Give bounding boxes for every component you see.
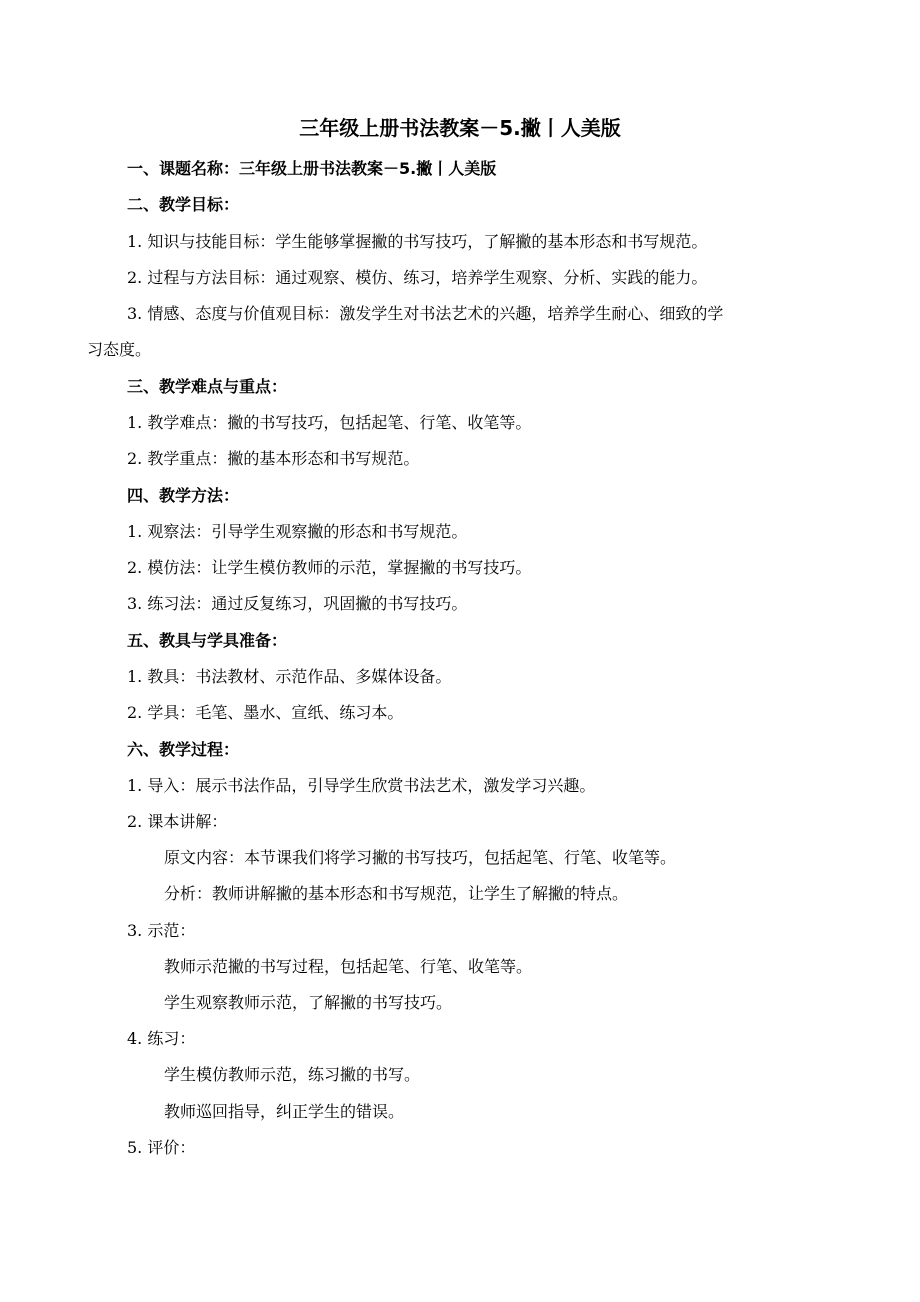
material-item-1: 1. 教具：书法教材、示范作品、多媒体设备。	[127, 667, 452, 686]
difficulty-item-2: 2. 教学重点：撇的基本形态和书写规范。	[127, 449, 420, 468]
process-item-3-detail-1: 教师示范撇的书写过程，包括起笔、行笔、收笔等。	[164, 957, 533, 976]
process-item-5: 5. 评价：	[127, 1138, 196, 1157]
objective-item-3-line-2: 习态度。	[87, 340, 152, 359]
section-heading-methods: 四、教学方法：	[127, 486, 240, 505]
objective-item-3-line-1: 3. 情感、态度与价值观目标：激发学生对书法艺术的兴趣，培养学生耐心、细致的学	[127, 304, 724, 323]
process-item-3-detail-2: 学生观察教师示范，了解撇的书写技巧。	[164, 993, 453, 1012]
process-item-4: 4. 练习：	[127, 1029, 196, 1048]
method-item-2: 2. 模仿法：让学生模仿教师的示范，掌握撇的书写技巧。	[127, 558, 532, 577]
method-item-1: 1. 观察法：引导学生观察撇的形态和书写规范。	[127, 522, 468, 541]
process-item-2-analysis: 分析：教师讲解撇的基本形态和书写规范，让学生了解撇的特点。	[164, 884, 629, 903]
section-heading-difficulties: 三、教学难点与重点：	[127, 377, 288, 396]
section-heading-objectives: 二、教学目标：	[127, 195, 240, 214]
section-heading-materials: 五、教具与学具准备：	[127, 631, 288, 650]
difficulty-item-1: 1. 教学难点：撇的书写技巧，包括起笔、行笔、收笔等。	[127, 413, 532, 432]
section-heading-course-name: 一、课题名称：三年级上册书法教案－5.撇丨人美版	[127, 159, 497, 178]
method-item-3: 3. 练习法：通过反复练习，巩固撇的书写技巧。	[127, 594, 468, 613]
process-item-4-detail-2: 教师巡回指导，纠正学生的错误。	[164, 1102, 405, 1121]
process-item-1: 1. 导入：展示书法作品，引导学生欣赏书法艺术，激发学习兴趣。	[127, 776, 596, 795]
process-item-4-detail-1: 学生模仿教师示范，练习撇的书写。	[164, 1065, 421, 1084]
document-title: 三年级上册书法教案－5.撇丨人美版	[299, 116, 621, 140]
material-item-2: 2. 学具：毛笔、墨水、宣纸、练习本。	[127, 703, 404, 722]
process-item-2: 2. 课本讲解：	[127, 812, 228, 831]
process-item-3: 3. 示范：	[127, 921, 196, 940]
objective-item-1: 1. 知识与技能目标：学生能够掌握撇的书写技巧，了解撇的基本形态和书写规范。	[127, 232, 708, 251]
objective-item-2: 2. 过程与方法目标：通过观察、模仿、练习，培养学生观察、分析、实践的能力。	[127, 268, 708, 287]
section-heading-process: 六、教学过程：	[127, 740, 240, 759]
process-item-2-original: 原文内容：本节课我们将学习撇的书写技巧，包括起笔、行笔、收笔等。	[164, 848, 677, 867]
